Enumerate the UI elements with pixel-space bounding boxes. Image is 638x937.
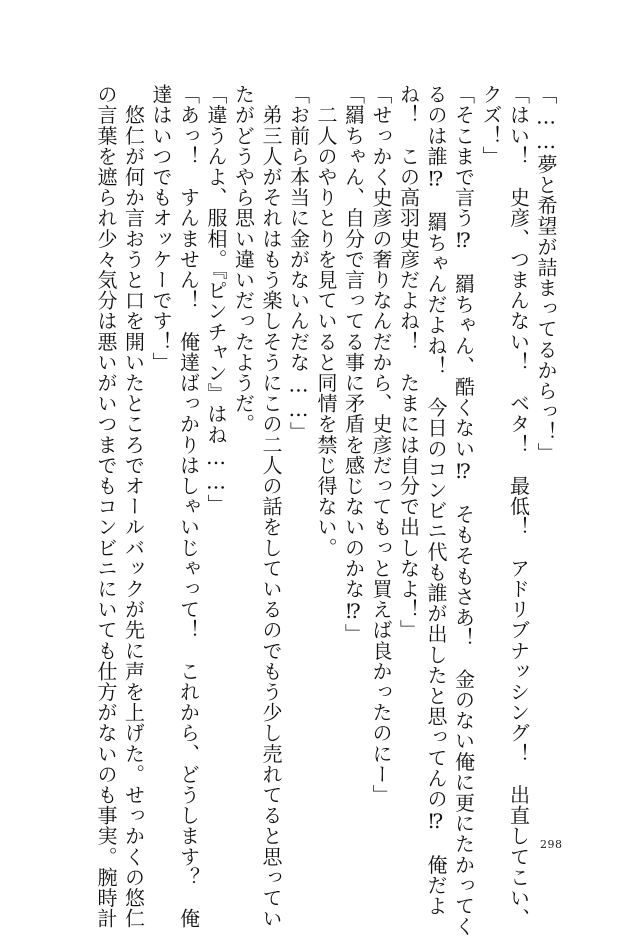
- text-line: 悠仁が何か言おうと口を開いたところでオールバックが先に声を上げた。せっかくの悠仁: [121, 84, 146, 929]
- text-line: 「……夢と希望が詰まってるからっ！」: [534, 84, 558, 463]
- text-line: の言葉を遮られ少々気分は悪いがいつまでもコンビニにいても仕方がないのも事実。腕時計: [94, 84, 118, 929]
- text-line: 「お前ら本当に金がないんだな……」: [286, 84, 311, 443]
- text-line: たがどうやら思い違いだったようだ。: [231, 84, 256, 435]
- page-number: 298: [540, 838, 563, 851]
- text-line: 「違うんよ、服相。『ピンチャン』はね……」: [204, 84, 228, 515]
- text-line: るのは誰⁉ 羂ちゃんだよね！ 今日のコンビニ代も誰が出したと思ってんの⁉ 俺だよ: [424, 84, 448, 916]
- text-line: 「羂ちゃん、自分で言ってる事に矛盾を感じないのかな⁉」: [341, 84, 366, 645]
- text-line: ね！ この高羽史彦だよね！ たまには自分で出しなよ！」: [396, 84, 421, 641]
- text-line: 「そこまで言う⁉ 羂ちゃん、酷くない⁉ そもそもさあ！ 金のない俺に更にたかってく: [451, 84, 476, 937]
- text-line: 弟三人がそれはもう楽しそうにこの二人の話をしているのでもう少し売れてると思ってい: [259, 84, 283, 929]
- text-line: 二人のやりとりを見ていると同情を禁じ得ない。: [314, 84, 338, 558]
- text-line: クズ！」: [479, 84, 503, 167]
- text-line: 「せっかく史彦の奢りなんだから、史彦だってもっと買えば良かったのにー」: [369, 84, 393, 805]
- text-line: 「はい！ 史彦、つまんない！ ベタ！ 最低！ アドリブナッシング！ 出直してこい、: [506, 84, 531, 929]
- text-line: 達はいつでもオッケーです！」: [149, 84, 173, 373]
- text-line: 「あっ！ すんません！ 俺達ばっかりはしゃいじゃって！ これから、どうします？ 俺: [176, 84, 201, 929]
